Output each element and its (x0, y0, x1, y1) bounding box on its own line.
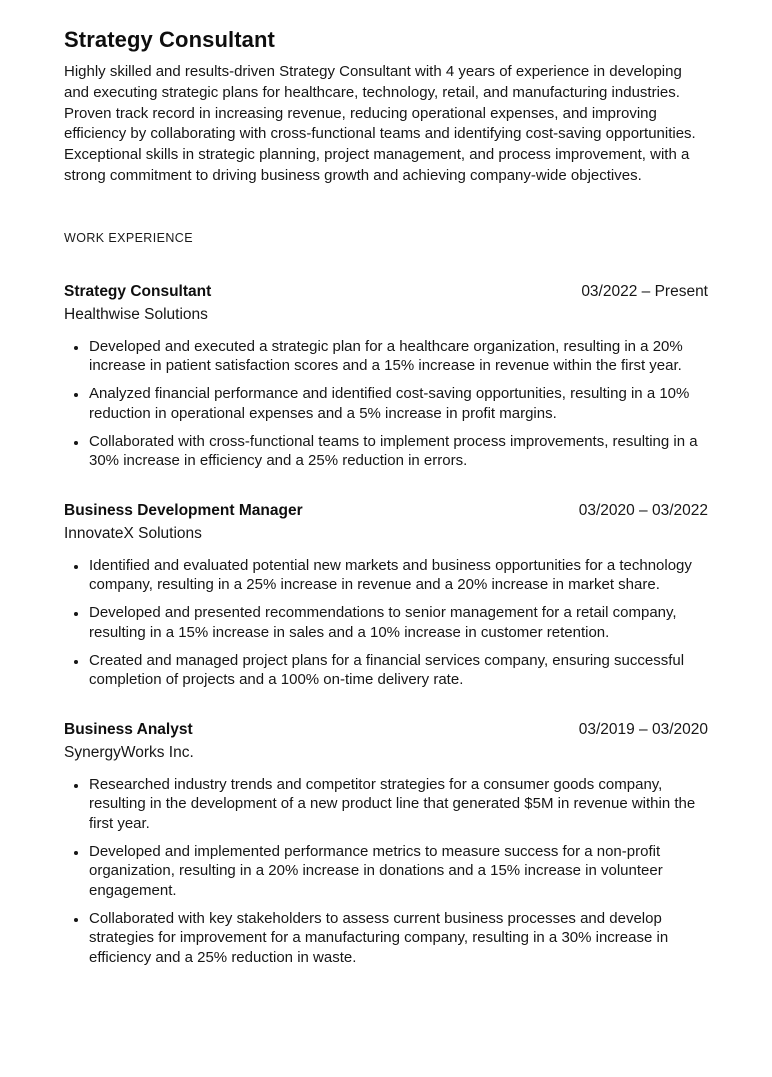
job-header (64, 721, 708, 739)
job-bullet: • Identified and evaluated potential new markets and business opportunities for a technology company, resulting in a 25% increase in revenue and a 20% increase in market share. (88, 556, 708, 595)
job-bullet: • Collaborated with cross-functional teams to implement process improvements, resulting in a 30% increase in efficiency and a 25% reduction in errors. (88, 432, 708, 471)
job-bullet-list (64, 775, 708, 968)
job-title: Business Development Manager (64, 501, 303, 519)
job-bullet: • Developed and presented recommendations to senior management for a retail company, resulting in a 15% increase in sales and a 10% increase in customer retention. (88, 603, 708, 642)
job-header (64, 283, 708, 301)
job-bullet: • Collaborated with key stakeholders to assess current business processes and develop strategies for improvement for a manufacturing company, resulting in a 30% increase in efficiency and a 25% reduction in waste. (88, 909, 708, 968)
job-title: Strategy Consultant (64, 282, 212, 300)
job-entry (64, 721, 708, 968)
job-company: InnovateX Solutions (64, 524, 202, 542)
job-dates: 03/2019 – 03/2020 (578, 720, 708, 738)
job-bullet-list (64, 337, 708, 471)
job-entry (64, 283, 708, 471)
job-bullet-list (64, 556, 708, 690)
job-bullet: • Created and managed project plans for a financial services company, ensuring successful completion of projects and a 100% on-time delivery rate. (88, 651, 708, 690)
job-company: SynergyWorks Inc. (64, 743, 194, 761)
job-bullet: • Developed and implemented performance metrics to measure success for a non-profit organization, resulting in a 20% increase in donations and a 15% increase in volunteer engagement. (88, 842, 708, 901)
job-dates: 03/2020 – 03/2022 (578, 501, 708, 519)
job-title: Business Analyst (64, 720, 193, 738)
work-experience-heading: WORK EXPERIENCE (64, 230, 193, 245)
job-header (64, 502, 708, 520)
job-bullet: • Developed and executed a strategic plan for a healthcare organization, resulting in a 20% increase in patient satisfaction scores and a 15% increase in revenue within the first year. (88, 337, 708, 376)
job-bullet: • Analyzed financial performance and identified cost-saving opportunities, resulting in a 10% reduction in operational expenses and a 5% increase in profit margins. (88, 384, 708, 423)
page-title: Strategy Consultant (64, 27, 275, 52)
job-entry (64, 502, 708, 690)
summary-text: Highly skilled and results-driven Strategy Consultant with 4 years of experience in developing and executing strategic plans for healthcare, technology, retail, and manufacturing industries. Proven track record in increasing revenue, reducing operational expenses, and improving efficiency by collaborating with cross-functional teams and identifying cost-saving opportunities. Exceptional skills in strategic planning, project management, and process improvement, with a strong commitment to driving business growth and achieving company-wide objectives. (64, 63, 696, 184)
job-company: Healthwise Solutions (64, 305, 208, 323)
job-dates: 03/2022 – Present (581, 282, 708, 300)
job-bullet: • Researched industry trends and competitor strategies for a consumer goods company, resulting in the development of a new product line that generated $5M in revenue within the first year. (88, 775, 708, 834)
